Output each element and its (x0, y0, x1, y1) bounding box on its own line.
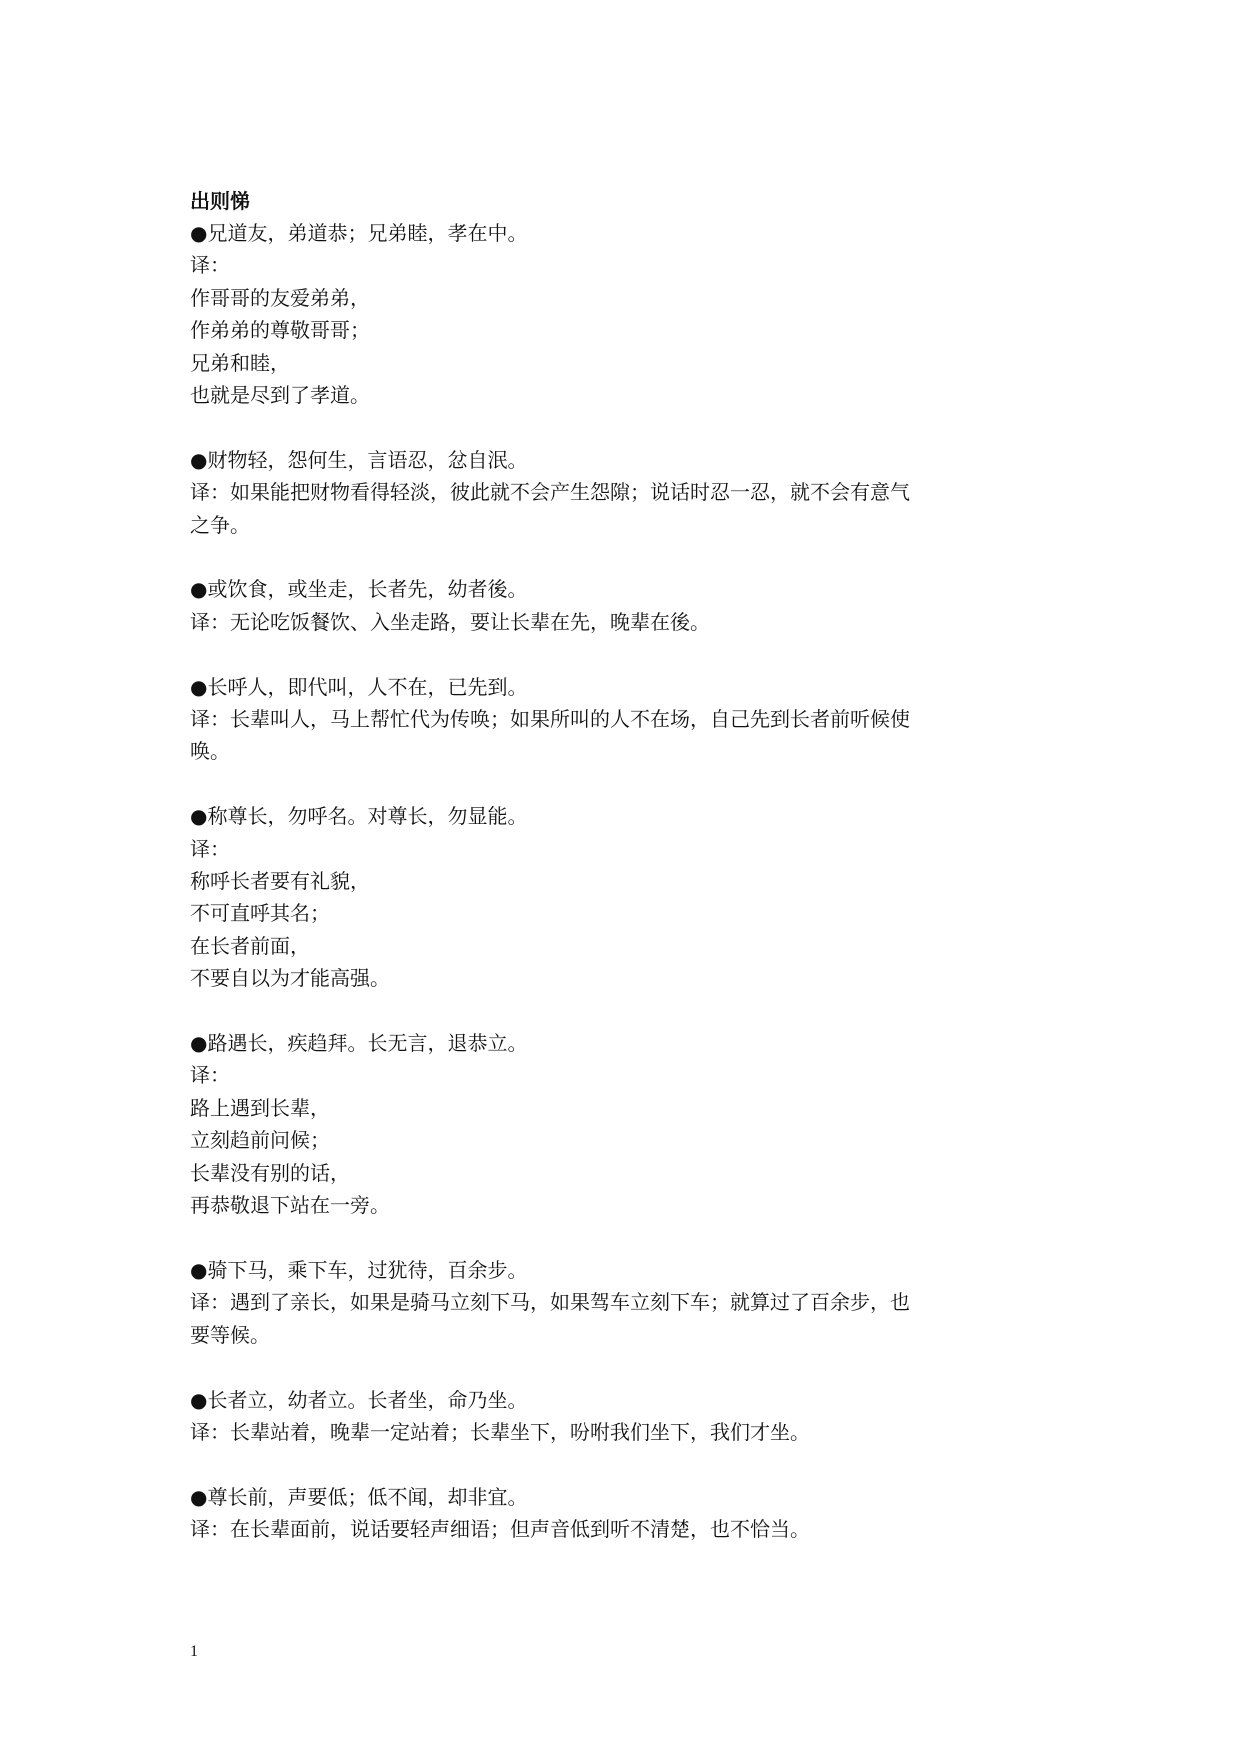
translation-line: 在长者前面， (190, 933, 310, 958)
verse-line: ●尊长前，声要低；低不闻，却非宜。 (190, 1484, 528, 1509)
document-title: 出则悌 (190, 189, 250, 213)
stanza (190, 800, 920, 994)
page-number: 1 (190, 1643, 198, 1660)
stanza (190, 217, 920, 411)
stanza (190, 1481, 920, 1546)
verse-line: ●或饮食，或坐走，长者先，幼者後。 (190, 577, 528, 602)
stanza (190, 573, 920, 638)
page-content (190, 185, 920, 1546)
translation-line: 也就是尽到了孝道。 (190, 383, 370, 408)
stanza (190, 444, 920, 541)
translation-line: 作弟弟的尊敬哥哥； (190, 318, 370, 343)
stanza-list (190, 217, 920, 1546)
translation-line: 兄弟和睦， (190, 350, 290, 375)
translation-line: 译：遇到了亲长，如果是骑马立刻下马，如果驾车立刻下车；就算过了百余步，也要等候。 (190, 1290, 910, 1347)
translation-line: 译：长辈站着，晚辈一定站着；长辈坐下，吩咐我们坐下，我们才坐。 (190, 1419, 810, 1444)
verse-line: ●长呼人，即代叫，人不在，已先到。 (190, 674, 528, 699)
verse-line: ●兄道友，弟道恭；兄弟睦，孝在中。 (190, 221, 528, 245)
translation-line: 称呼长者要有礼貌， (190, 869, 370, 894)
translation-line: 译：在长辈面前，说话要轻声细语；但声音低到听不清楚，也不恰当。 (190, 1517, 810, 1542)
translation-line: 译：如果能把财物看得轻淡，彼此就不会产生怨隙；说话时忍一忍，就不会有意气之争。 (190, 480, 910, 537)
verse-line: ●长者立，幼者立。长者坐，命乃坐。 (190, 1387, 528, 1412)
translation-line: 不可直呼其名； (190, 901, 330, 926)
translation-line: 作哥哥的友爱弟弟， (190, 285, 370, 310)
translation-line: 长辈没有别的话， (190, 1160, 350, 1185)
translation-line: 路上遇到长辈， (190, 1095, 330, 1120)
stanza (190, 1384, 920, 1449)
stanza (190, 1027, 920, 1221)
translation-line: 译： (190, 1063, 230, 1088)
translation-line: 立刻趋前问候； (190, 1128, 330, 1153)
verse-line: ●称尊长，勿呼名。对尊长，勿显能。 (190, 804, 528, 829)
translation-line: 再恭敬退下站在一旁。 (190, 1193, 390, 1218)
translation-line: 译： (190, 253, 230, 278)
translation-line: 不要自以为才能高强。 (190, 966, 390, 991)
stanza (190, 671, 920, 768)
translation-line: 译： (190, 836, 230, 861)
translation-line: 译：无论吃饭餐饮、入坐走路，要让长辈在先，晚辈在後。 (190, 609, 710, 634)
stanza (190, 1254, 920, 1351)
verse-line: ●路遇长，疾趋拜。长无言，退恭立。 (190, 1031, 528, 1056)
verse-line: ●财物轻，怨何生，言语忍，忿自泯。 (190, 447, 528, 472)
translation-line: 译：长辈叫人，马上帮忙代为传唤；如果所叫的人不在场，自己先到长者前听候使唤。 (190, 707, 910, 764)
verse-line: ●骑下马，乘下车，过犹待，百余步。 (190, 1257, 528, 1282)
